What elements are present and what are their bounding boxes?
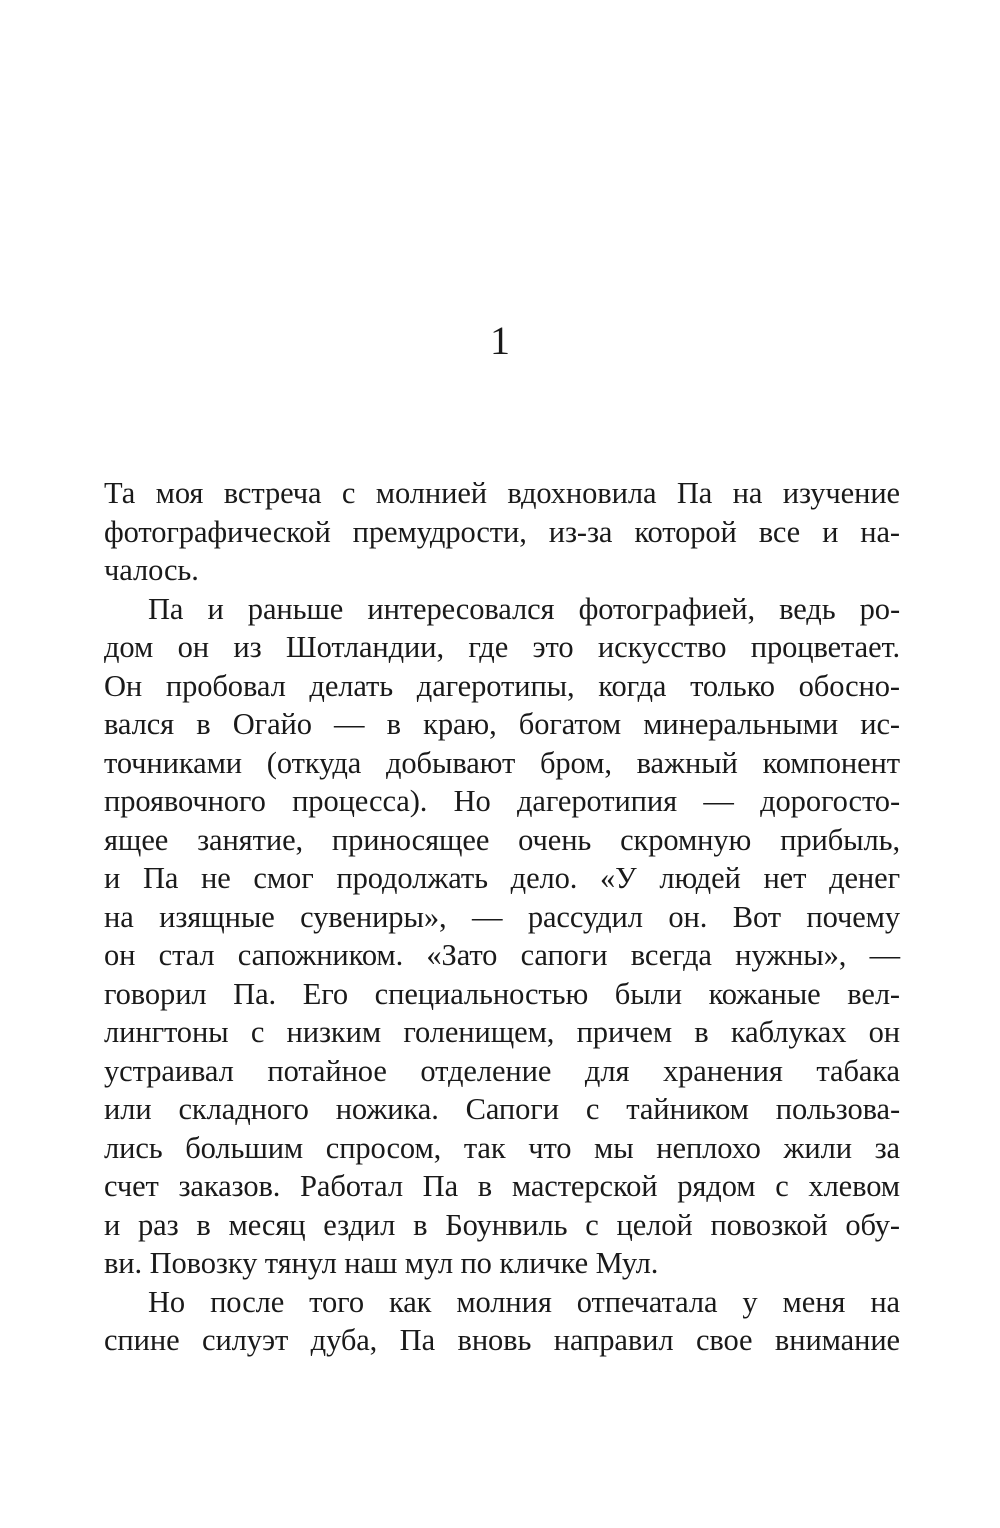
body-text bbox=[104, 474, 900, 1360]
text-line: Та моя встреча с молнией вдохновила Па на изучение bbox=[104, 476, 900, 510]
text-line: Но после того как молния отпечатала у меня на bbox=[148, 1284, 900, 1319]
text-line: на изящные сувениры», — рассудил он. Вот почему bbox=[104, 899, 900, 934]
text-line: счет заказов. Работал Па в мастерской рядом с хлевом bbox=[104, 1169, 900, 1203]
text-line: Он пробовал делать дагеротипы, когда только обосно- bbox=[104, 668, 900, 703]
text-line: проявочного процесса). Но дагеротипия — дорогосто- bbox=[104, 784, 900, 818]
text-line: и Па не смог продолжать дело. «У людей нет денег bbox=[104, 861, 900, 895]
text-line: чалось. bbox=[104, 553, 199, 587]
chapter-number: 1 bbox=[490, 318, 510, 363]
text-line: фотографической премудрости, из-за которой все и на- bbox=[104, 514, 900, 549]
text-line: ви. Повозку тянул наш мул по кличке Мул. bbox=[104, 1246, 659, 1280]
text-line: и раз в месяц ездил в Боунвиль с целой повозкой обу- bbox=[104, 1207, 900, 1242]
text-line: точниками (откуда добывают бром, важный компонент bbox=[104, 745, 900, 780]
text-line: лись большим спросом, так что мы неплохо жили за bbox=[104, 1130, 900, 1165]
text-line: лингтоны с низким голенищем, причем в каблуках он bbox=[104, 1015, 900, 1049]
text-line: он стал сапожником. «Зато сапоги всегда нужны», — bbox=[104, 938, 900, 972]
text-line: устраивал потайное отделение для хранения табака bbox=[104, 1053, 900, 1088]
text-line: Па и раньше интересовался фотографией, ведь ро- bbox=[148, 591, 900, 626]
text-line: говорил Па. Его специальностью были кожаные вел- bbox=[104, 976, 900, 1011]
text-line: ящее занятие, приносящее очень скромную прибыль, bbox=[104, 822, 900, 857]
text-line: дом он из Шотландии, где это искусство процветает. bbox=[104, 630, 900, 664]
text-line: или складного ножика. Сапоги с тайником пользова- bbox=[104, 1092, 900, 1126]
text-line: спине силуэт дуба, Па вновь направил свое внимание bbox=[104, 1323, 900, 1357]
text-line: вался в Огайо — в краю, богатом минеральными ис- bbox=[104, 707, 900, 741]
